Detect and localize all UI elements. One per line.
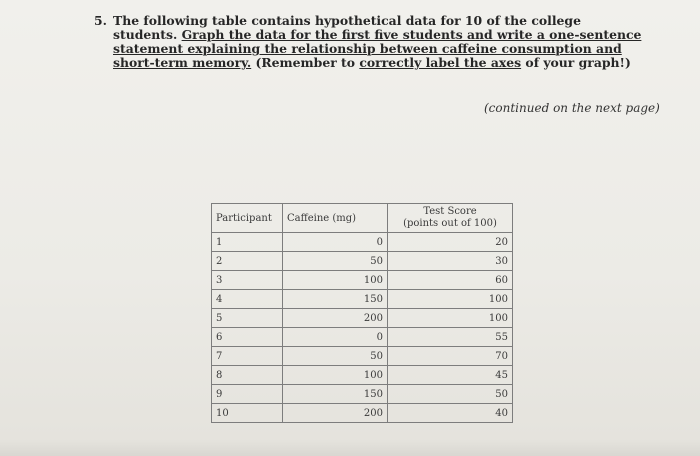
question-text bbox=[113, 14, 648, 70]
header-test-score-line1: Test Score bbox=[423, 206, 477, 217]
question-intro: The following table contains hypothetical data for 10 of the college students. bbox=[113, 13, 581, 42]
cell-score: 55 bbox=[388, 328, 513, 347]
data-table bbox=[211, 203, 513, 423]
table-row bbox=[212, 271, 513, 290]
table-row bbox=[212, 385, 513, 404]
cell-score: 50 bbox=[388, 385, 513, 404]
graph-instruction: Graph the data for the first five students and write a one-sentence statement explaining the relationship between caffeine consumption and short-term memory. bbox=[113, 27, 642, 70]
cell-score: 100 bbox=[388, 290, 513, 309]
page-bottom-shadow bbox=[0, 440, 700, 456]
cell-caffeine: 100 bbox=[283, 366, 388, 385]
cell-score: 40 bbox=[388, 404, 513, 423]
table-row bbox=[212, 233, 513, 252]
cell-score: 45 bbox=[388, 366, 513, 385]
cell-score: 100 bbox=[388, 309, 513, 328]
table-row bbox=[212, 252, 513, 271]
cell-participant: 3 bbox=[212, 271, 283, 290]
table-row bbox=[212, 290, 513, 309]
table-row bbox=[212, 366, 513, 385]
header-test-score-line2: (points out of 100) bbox=[403, 218, 497, 229]
table-row bbox=[212, 328, 513, 347]
cell-caffeine: 50 bbox=[283, 252, 388, 271]
cell-caffeine: 150 bbox=[283, 290, 388, 309]
table-row bbox=[212, 404, 513, 423]
cell-participant: 1 bbox=[212, 233, 283, 252]
continued-note: (continued on the next page) bbox=[484, 101, 660, 115]
table-row bbox=[212, 347, 513, 366]
cell-caffeine: 200 bbox=[283, 404, 388, 423]
cell-participant: 9 bbox=[212, 385, 283, 404]
cell-caffeine: 50 bbox=[283, 347, 388, 366]
cell-caffeine: 100 bbox=[283, 271, 388, 290]
reminder-suffix: of your graph!) bbox=[521, 55, 631, 70]
cell-caffeine: 0 bbox=[283, 233, 388, 252]
cell-caffeine: 200 bbox=[283, 309, 388, 328]
cell-score: 20 bbox=[388, 233, 513, 252]
cell-participant: 8 bbox=[212, 366, 283, 385]
reminder-underlined: correctly label the axes bbox=[359, 55, 522, 70]
cell-caffeine: 0 bbox=[283, 328, 388, 347]
cell-participant: 7 bbox=[212, 347, 283, 366]
table-row bbox=[212, 309, 513, 328]
header-participant: Participant bbox=[212, 204, 283, 233]
reminder-prefix: (Remember to bbox=[251, 55, 360, 70]
cell-participant: 2 bbox=[212, 252, 283, 271]
table-header-row bbox=[212, 204, 513, 233]
question-number: 5. bbox=[94, 13, 107, 28]
cell-participant: 5 bbox=[212, 309, 283, 328]
cell-participant: 4 bbox=[212, 290, 283, 309]
cell-participant: 6 bbox=[212, 328, 283, 347]
cell-score: 70 bbox=[388, 347, 513, 366]
header-test-score bbox=[388, 204, 513, 233]
cell-caffeine: 150 bbox=[283, 385, 388, 404]
cell-score: 30 bbox=[388, 252, 513, 271]
table-body bbox=[212, 233, 513, 423]
header-caffeine: Caffeine (mg) bbox=[283, 204, 388, 233]
cell-score: 60 bbox=[388, 271, 513, 290]
cell-participant: 10 bbox=[212, 404, 283, 423]
